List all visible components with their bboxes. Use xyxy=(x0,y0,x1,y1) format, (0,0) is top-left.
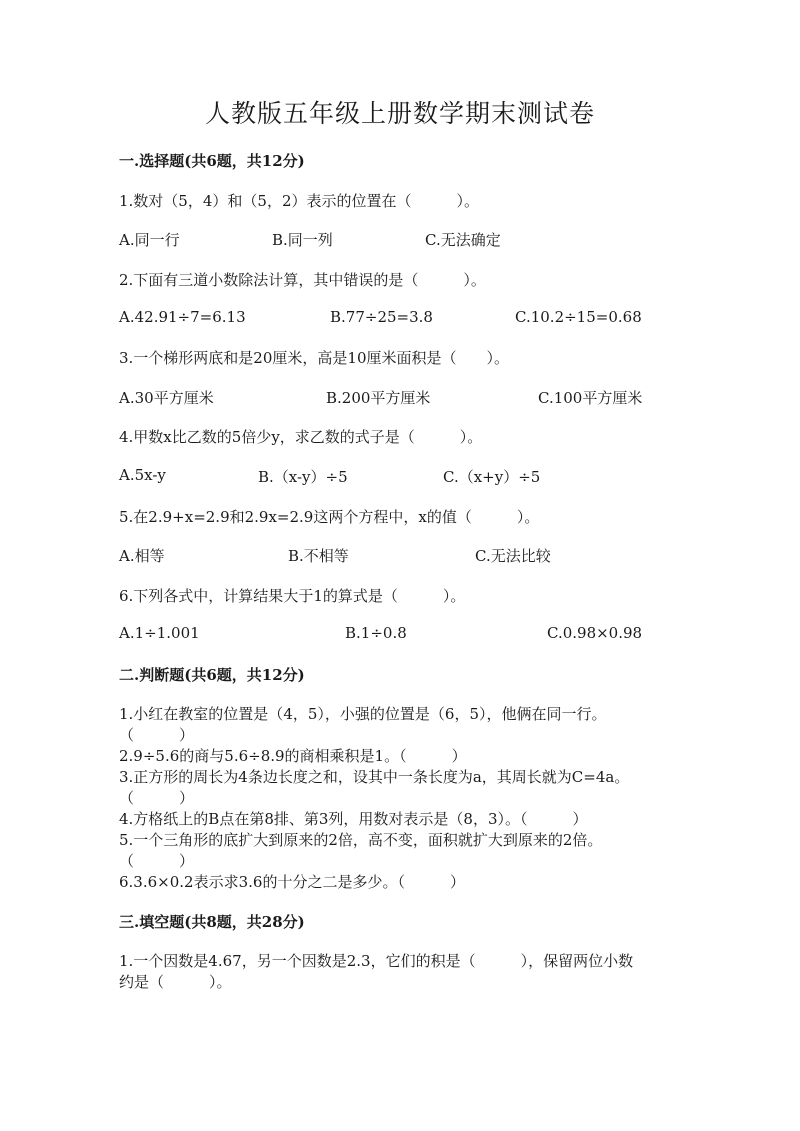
judgment-line: 1.小红在教室的位置是（4，5），小强的位置是（6，5），他俩在同一行。 xyxy=(119,705,607,723)
option-b: B.不相等 xyxy=(288,547,349,565)
option-a: A.30平方厘米 xyxy=(119,389,214,407)
question-stem: 4.甲数x比乙数的5倍少y，求乙数的式子是（ ）。 xyxy=(119,428,483,446)
option-c: C.100平方厘米 xyxy=(538,389,643,407)
option-a: A.5x-y xyxy=(119,466,166,484)
fill-line: 1.一个因数是4.67，另一个因数是2.3，它们的积是（ ），保留两位小数 xyxy=(119,952,634,970)
section-heading-fill: 三.填空题(共8题，共28分) xyxy=(119,913,305,931)
option-c: C.（x+y）÷5 xyxy=(443,468,541,486)
section-heading-choice: 一.选择题(共6题，共12分) xyxy=(119,152,305,170)
judgment-line: （ ） xyxy=(119,852,195,870)
judgment-line: 2.9÷5.6的商与5.6÷8.9的商相乘积是1。（ ） xyxy=(119,747,467,765)
option-c: C.无法确定 xyxy=(425,231,501,249)
option-b: B.77÷25=3.8 xyxy=(330,308,433,326)
judgment-line: 5.一个三角形的底扩大到原来的2倍，高不变，面积就扩大到原来的2倍。 xyxy=(119,831,603,849)
judgment-line: （ ） xyxy=(119,726,195,744)
option-a: A.同一行 xyxy=(119,231,180,249)
option-a: A.42.91÷7=6.13 xyxy=(119,308,246,326)
question-stem: 6.下列各式中，计算结果大于1的算式是（ ）。 xyxy=(119,587,466,605)
option-a: A.相等 xyxy=(119,547,165,565)
option-a: A.1÷1.001 xyxy=(119,624,200,642)
judgment-line: 3.正方形的周长为4条边长度之和，设其中一条长度为a，其周长就为C=4a。 xyxy=(119,768,630,786)
question-stem: 3.一个梯形两底和是20厘米，高是10厘米面积是（ ）。 xyxy=(119,349,509,367)
option-b: B.200平方厘米 xyxy=(326,389,431,407)
option-c: C.0.98×0.98 xyxy=(547,624,643,642)
question-stem: 5.在2.9+x=2.9和2.9x=2.9这两个方程中，x的值（ ）。 xyxy=(119,508,540,526)
option-b: B.1÷0.8 xyxy=(345,624,407,642)
option-c: C.无法比较 xyxy=(475,547,551,565)
judgment-line: （ ） xyxy=(119,789,195,807)
section-heading-judgment: 二.判断题(共6题，共12分) xyxy=(119,666,305,684)
judgment-line: 6.3.6×0.2表示求3.6的十分之二是多少。（ ） xyxy=(119,873,465,891)
option-b: B.（x-y）÷5 xyxy=(258,468,348,486)
judgment-line: 4.方格纸上的B点在第8排、第3列，用数对表示是（8，3）。（ ） xyxy=(119,810,588,828)
fill-line: 约是（ ）。 xyxy=(119,973,232,991)
option-b: B.同一列 xyxy=(272,231,333,249)
question-stem: 2.下面有三道小数除法计算，其中错误的是（ ）。 xyxy=(119,271,486,289)
question-stem: 1.数对（5，4）和（5，2）表示的位置在（ ）。 xyxy=(119,192,479,210)
page-title: 人教版五年级上册数学期末测试卷 xyxy=(204,99,595,128)
option-c: C.10.2÷15=0.68 xyxy=(515,308,642,326)
